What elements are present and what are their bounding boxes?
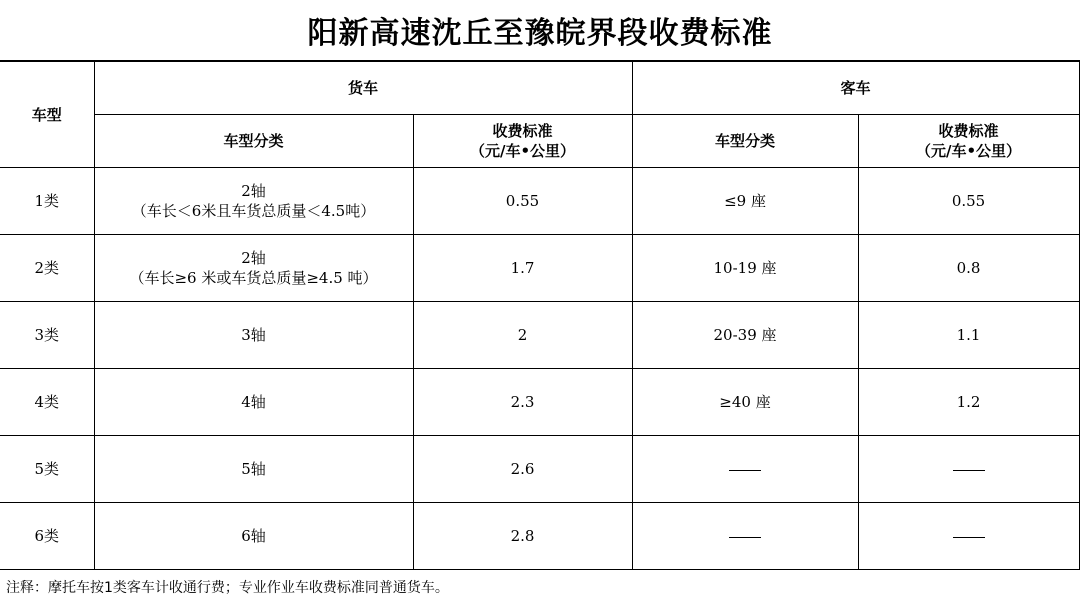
truck-class-note: （车长≥6 米或车货总质量≥4.5 吨） [129, 269, 378, 287]
table-row [0, 503, 1079, 570]
truck-rate-header [413, 115, 632, 168]
bus-class-cell: 10-19 座 [632, 235, 858, 302]
bus-class-cell: ≤9 座 [632, 168, 858, 235]
truck-class-header: 车型分类 [94, 115, 413, 168]
truck-axle: 2轴 [241, 182, 266, 200]
truck-header: 货车 [94, 62, 632, 115]
truck-rate-cell: 2 [413, 302, 632, 369]
bus-rate-unit: （元/车•公里） [915, 142, 1022, 160]
bus-rate-cell: 1.1 [858, 302, 1079, 369]
truck-rate-unit: （元/车•公里） [469, 142, 576, 160]
footnote: 注释：摩托车按1类客车计收通行费；专业作业车收费标准同普通货车。 [6, 580, 449, 596]
not-applicable-dash [953, 470, 985, 471]
vehicle-type-cell: 6类 [0, 503, 94, 570]
table-row [0, 436, 1079, 503]
bus-class-cell: ≥40 座 [632, 369, 858, 436]
truck-rate-cell: 2.6 [413, 436, 632, 503]
bus-rate-cell: 0.8 [858, 235, 1079, 302]
bus-class-cell [632, 436, 858, 503]
table-row [0, 302, 1079, 369]
truck-axle: 2轴 [241, 249, 266, 267]
truck-class-cell: 4轴 [94, 369, 413, 436]
bus-rate-cell: 0.55 [858, 168, 1079, 235]
truck-rate-cell: 2.8 [413, 503, 632, 570]
truck-class-cell: 6轴 [94, 503, 413, 570]
truck-class-note: （车长＜6米且车货总质量＜4.5吨） [131, 202, 376, 220]
bus-rate-cell [858, 436, 1079, 503]
table-row [0, 168, 1079, 235]
table-row [0, 369, 1079, 436]
vehicle-type-header: 车型 [0, 62, 94, 168]
truck-rate-cell: 1.7 [413, 235, 632, 302]
truck-class-cell: 3轴 [94, 302, 413, 369]
toll-rate-table [0, 61, 1080, 570]
truck-rate-cell: 2.3 [413, 369, 632, 436]
bus-class-header: 车型分类 [632, 115, 858, 168]
vehicle-type-cell: 1类 [0, 168, 94, 235]
not-applicable-dash [729, 537, 761, 538]
bus-rate-cell: 1.2 [858, 369, 1079, 436]
truck-class-cell [94, 235, 413, 302]
table-row [0, 235, 1079, 302]
bus-rate-cell [858, 503, 1079, 570]
header-row-2 [0, 115, 1079, 168]
not-applicable-dash [953, 537, 985, 538]
truck-class-cell [94, 168, 413, 235]
header-row-1 [0, 62, 1079, 115]
bus-rate-label: 收费标准 [938, 122, 999, 140]
not-applicable-dash [729, 470, 761, 471]
vehicle-type-cell: 2类 [0, 235, 94, 302]
bus-class-cell: 20-39 座 [632, 302, 858, 369]
truck-class-cell: 5轴 [94, 436, 413, 503]
page-title: 阳新高速沈丘至豫皖界段收费标准 [307, 16, 773, 51]
bus-header: 客车 [632, 62, 1079, 115]
truck-rate-label: 收费标准 [492, 122, 553, 140]
truck-rate-cell: 0.55 [413, 168, 632, 235]
table-body [0, 168, 1079, 570]
vehicle-type-cell: 4类 [0, 369, 94, 436]
bus-class-cell [632, 503, 858, 570]
vehicle-type-cell: 3类 [0, 302, 94, 369]
vehicle-type-cell: 5类 [0, 436, 94, 503]
bus-rate-header [858, 115, 1079, 168]
